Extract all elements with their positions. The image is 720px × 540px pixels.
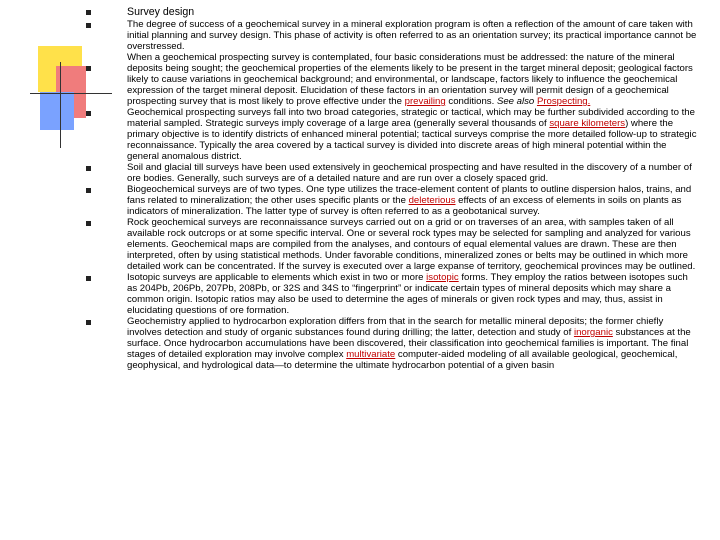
link-isotopic[interactable]: isotopic: [426, 272, 459, 283]
bullet-item-6: Rock geochemical surveys are reconnaissance surveys carried out on a grid or on traverses of an area, with samples taken of all available rock outcrops or at some specific interval. One or several rock types may be selected for sampling and analyzed for various elements. Geochemical maps are compiled from the analyses, and contours of equal elemental values are drawn. These are then interpreted, often by using statistical methods. Under favorable conditions, mineralized zones or belts may be outlined in which more detailed work can be concentrated. If the survey is executed over a large expanse of territory, geochemical provinces may be outlined.: [86, 217, 698, 272]
bullet-item-1: The degree of success of a geochemical survey in a mineral exploration program is often a reflection of the amount of care taken with initial planning and survey design. This phase of activity is often referred to as an orientation survey; its practical importance cannot be overstressed.: [86, 19, 698, 52]
slide-content: [86, 6, 698, 371]
bullet-item-3: Geochemical prospecting surveys fall into two broad categories, strategic or tactical, which may be further subdivided according to the material sampled. Strategic surveys imply coverage of a large area (generally several thousands of square kilometers) where the primary objective is to identify districts of enhanced mineral potential; tactical surveys comprise the more detailed follow-up to strategic reconnaissance. Typically the area covered by a tactical survey is divided into discrete areas of high mineral potential within the general anomalous district.: [86, 107, 698, 162]
link-deleterious[interactable]: deleterious: [408, 195, 456, 206]
link-multivariate[interactable]: multivariate: [346, 349, 396, 360]
bullet-item-5: Biogeochemical surveys are of two types. One type utilizes the trace-element content of plants to outline dispersion halos, trains, and fans related to mineralization; the other uses specific plants or the deleterious effects of an excess of elements in soils on plants as indicators of mineralization. The latter type of survey is often referred to as a geobotanical survey.: [86, 184, 698, 217]
bullet-marker: [86, 23, 91, 28]
bullet-marker: [86, 276, 91, 281]
link-square-kilometers[interactable]: square kilometers: [549, 118, 626, 129]
bullet-item-8: Geochemistry applied to hydrocarbon exploration differs from that in the search for metallic mineral deposits; the former chiefly involves detection and study of organic substances found during drilling; the latter, detection and study of inorganic substances at the surface. Once hydrocarbon accumulations have been discovered, their classification into geochemical families is important. The final stages of detailed exploration may involve complex multivariate computer-aided modeling of all available geological, geochemical, geophysical, and hydrological data—to determine the ultimate hydrocarbon potential of a given basin: [86, 316, 698, 371]
bullet-item-2: When a geochemical prospecting survey is contemplated, four basic considerations must be addressed: the nature of the mineral deposits being sought; the geochemical properties of the elements likely to be present in the target mineral deposit; geological factors likely to cause variations in geochemical background; and environmental, or landscape, factors likely to influence the geochemical expression of the target mineral deposit. Elucidation of these factors in an orientation survey will permit design of a geochemical prospecting survey that is most likely to prove effective under the prevailing conditions. See also Prospecting.: [86, 52, 698, 107]
bullet-marker: [86, 10, 91, 15]
link-inorganic[interactable]: inorganic: [573, 327, 613, 338]
link-prevailing[interactable]: prevailing: [404, 96, 446, 107]
slide-title: Survey design: [127, 6, 195, 18]
bullet-marker: [86, 166, 91, 171]
bullet-marker: [86, 66, 91, 71]
bullet-marker: [86, 221, 91, 226]
decor-blue-square: [40, 92, 74, 130]
bullet-item-4: Soil and glacial till surveys have been used extensively in geochemical prospecting and have resulted in the discovery of a number of ore bodies. Generally, such surveys are of a detailed nature and are run over a closely spaced grid.: [86, 162, 698, 184]
bullet-marker: [86, 188, 91, 193]
bullet-title: [86, 6, 698, 19]
link-prospecting[interactable]: Prospecting.: [536, 96, 591, 107]
bullet-item-7: Isotopic surveys are applicable to elements which exist in two or more isotopic forms. They employ the ratios between isotopes such as 204Pb, 206Pb, 207Pb, 208Pb, or 32S and 34S to “fingerprint” or indicate certain types of mineral deposits which may share a common origin. Isotopic ratios may also be used to determine the ages of minerals or given rock types and may, thus, assist in elucidating questions of ore formation.: [86, 272, 698, 316]
bullet-marker: [86, 320, 91, 325]
bullet-marker: [86, 111, 91, 116]
decor-vertical-line: [60, 62, 61, 148]
